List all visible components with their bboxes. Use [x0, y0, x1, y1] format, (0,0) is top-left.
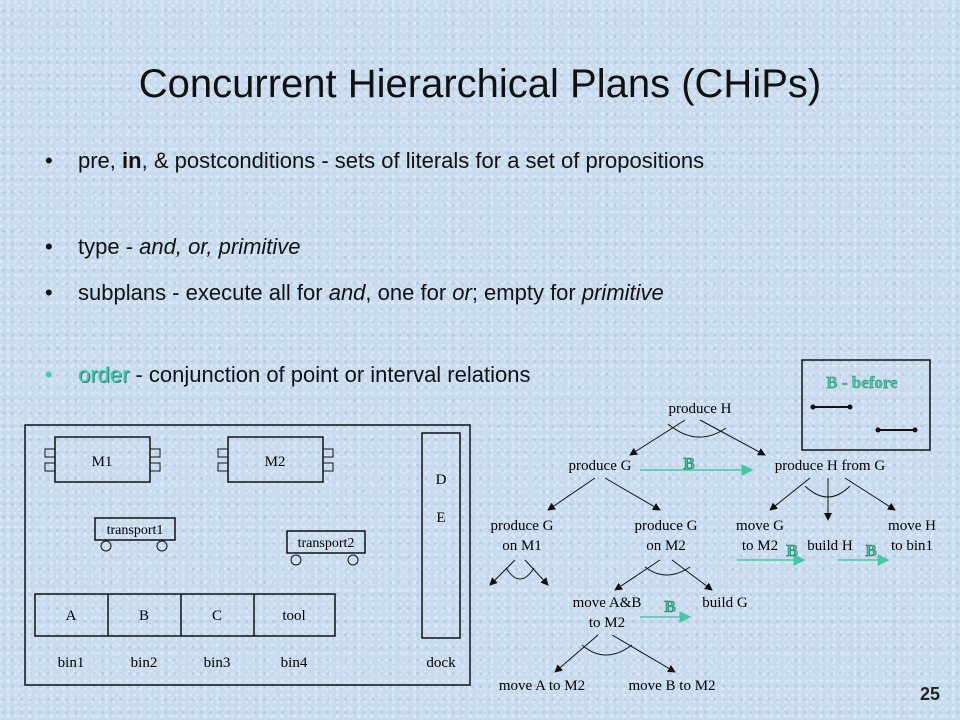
bin-label: bin3 [203, 655, 231, 671]
bin-label: dock [426, 655, 456, 671]
bullet-emphasis: and, or, primitive [139, 234, 301, 259]
node-move-g-line2: to M2 [741, 538, 779, 554]
transport-1 [95, 518, 175, 551]
node-move-h-line1: move H [888, 518, 936, 534]
bin-label: bin4 [280, 655, 308, 671]
relation-b-label: B [786, 541, 798, 560]
bins-row [35, 594, 335, 636]
node-produce-g: produce G [568, 458, 632, 474]
bullet-text: subplans - execute all for [78, 280, 329, 305]
bin-content: B [138, 608, 150, 624]
node-produce-g-m1-line2: on M1 [502, 538, 542, 554]
bin-content: tool [282, 608, 306, 624]
bin-content: A [65, 608, 77, 624]
node-build-h: build H [807, 538, 853, 554]
bin-label: bin2 [130, 655, 158, 671]
legend-interval-b [876, 428, 918, 433]
bin-content: C [211, 608, 223, 624]
relation-b-label: B [865, 541, 877, 560]
machine-label: M1 [91, 454, 113, 470]
transport-label: transport2 [297, 536, 355, 551]
plan-tree [490, 401, 936, 694]
dock [422, 433, 460, 638]
bullet-emphasis: and [328, 280, 366, 305]
bullet-emphasis: or [452, 280, 472, 305]
bullet-emphasis: order [78, 362, 130, 387]
legend-interval-a [811, 405, 853, 410]
node-produce-g-m2-line2: on M2 [646, 538, 686, 554]
dock-letter: D [435, 472, 447, 488]
bin-label: bin1 [57, 655, 85, 671]
node-move-h-line2: to bin1 [890, 538, 934, 554]
node-move-ab-line2: to M2 [588, 615, 626, 631]
node-produce-g-m2-line1: produce G [634, 518, 698, 534]
relation-b-label: B [683, 454, 695, 473]
node-move-g-line1: move G [736, 518, 784, 534]
machine-m2 [218, 437, 333, 482]
bullet-text: pre, [78, 148, 123, 173]
page-number: 25 [919, 684, 940, 704]
node-move-a: move A to M2 [498, 678, 586, 694]
node-move-ab-line1: move A&B [572, 595, 642, 611]
legend-label: B - before [826, 373, 898, 392]
bullet-text: ; empty for [471, 280, 582, 305]
legend-box [802, 360, 930, 450]
bullet-emphasis: primitive [581, 280, 664, 305]
bullet-text: type - [78, 234, 140, 259]
transport-label: transport1 [106, 523, 164, 538]
bullet-text: , & postconditions - sets of literals for a set of propositions [141, 148, 705, 173]
node-produce-g-m1-line1: produce G [490, 518, 554, 534]
dock-letter: E [436, 510, 446, 526]
node-move-b: move B to M2 [628, 678, 716, 694]
factory-layout [25, 425, 470, 685]
relation-b-label: B [664, 597, 676, 616]
machine-m1 [45, 437, 160, 482]
node-produce-h: produce H [668, 401, 732, 417]
transport-2 [287, 531, 365, 565]
bullet-text: - conjunction of point or interval relations [129, 362, 531, 387]
machine-label: M2 [264, 454, 286, 470]
bullet-text: , one for [365, 280, 453, 305]
node-produce-h-from-g: produce H from G [774, 458, 886, 474]
slide-title: Concurrent Hierarchical Plans (CHiPs) [138, 62, 822, 106]
bullet-emphasis: in [122, 148, 142, 173]
node-build-g: build G [702, 595, 748, 611]
